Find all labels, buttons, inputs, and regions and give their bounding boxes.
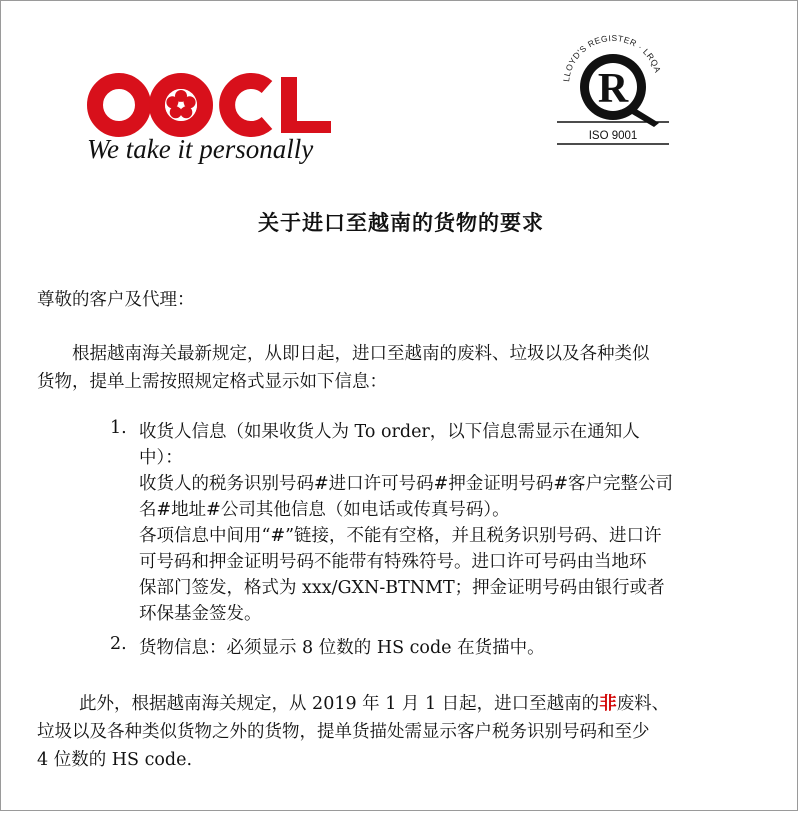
closing-text: 此外，根据越南海关规定，从 2019 年 1 月 1 日起，进口至越南的	[79, 694, 600, 714]
oocl-logo-mark	[85, 71, 335, 141]
list-item-line: 收货人的税务识别号码#进口许可号码#押金证明号码#客户完整公司	[139, 474, 673, 494]
highlight-non: 非	[599, 694, 617, 714]
closing-text: 废料、	[616, 694, 670, 714]
cert-iso-label: ISO 9001	[588, 130, 638, 142]
list-item-line: 可号码和押金证明号码不能带有特殊符号。进口许可号码由当地环	[139, 552, 647, 572]
list-item-line: 各项信息中间用“#”链接，不能有空格，并且税务识别号码、进口许	[139, 526, 662, 546]
lrqa-q-tail	[627, 107, 659, 127]
lrqa-r-letter: R	[597, 66, 629, 112]
intro-line-2: 货物，提单上需按照规定格式显示如下信息：	[37, 372, 387, 392]
list-item-number: 1.	[110, 418, 127, 438]
list-item-line: 保部门签发，格式为 xxx/GXN-BTNMT；押金证明号码由银行或者	[139, 578, 665, 598]
list-item-line: 环保基金签发。	[139, 604, 262, 624]
list-item-line: 中）：	[139, 448, 183, 468]
greeting: 尊敬的客户及代理：	[37, 290, 195, 310]
closing-line-1	[79, 690, 669, 715]
cert-arc-text: LLOYD'S REGISTER · LRQA	[561, 32, 664, 83]
list-item-number: 2.	[110, 634, 127, 654]
lrqa-certification	[553, 19, 673, 149]
list-item-line: 名#地址#公司其他信息（如电话或传真号码）。	[139, 500, 510, 520]
logo-letter-o1	[95, 81, 143, 129]
list-item-line: 货物信息：必须显示 8 位数的 HS code 在货描中。	[139, 638, 545, 658]
intro-line-1: 根据越南海关最新规定，从即日起，进口至越南的废料、垃圾以及各种类似	[72, 344, 650, 364]
document-title: 关于进口至越南的货物的要求	[258, 210, 544, 235]
list-item-line: 收货人信息（如果收货人为 To order，以下信息需显示在通知人	[139, 422, 640, 442]
logo-letter-l	[281, 77, 331, 133]
closing-line-3: 4 位数的 HS code.	[37, 750, 193, 770]
logo-letter-c	[227, 81, 267, 129]
slogan: We take it personally	[87, 134, 314, 164]
lrqa-seal	[553, 19, 673, 149]
closing-line-2: 垃圾以及各种类似货物之外的货物，提单货描处需显示客户税务识别号码和至少	[37, 722, 650, 742]
